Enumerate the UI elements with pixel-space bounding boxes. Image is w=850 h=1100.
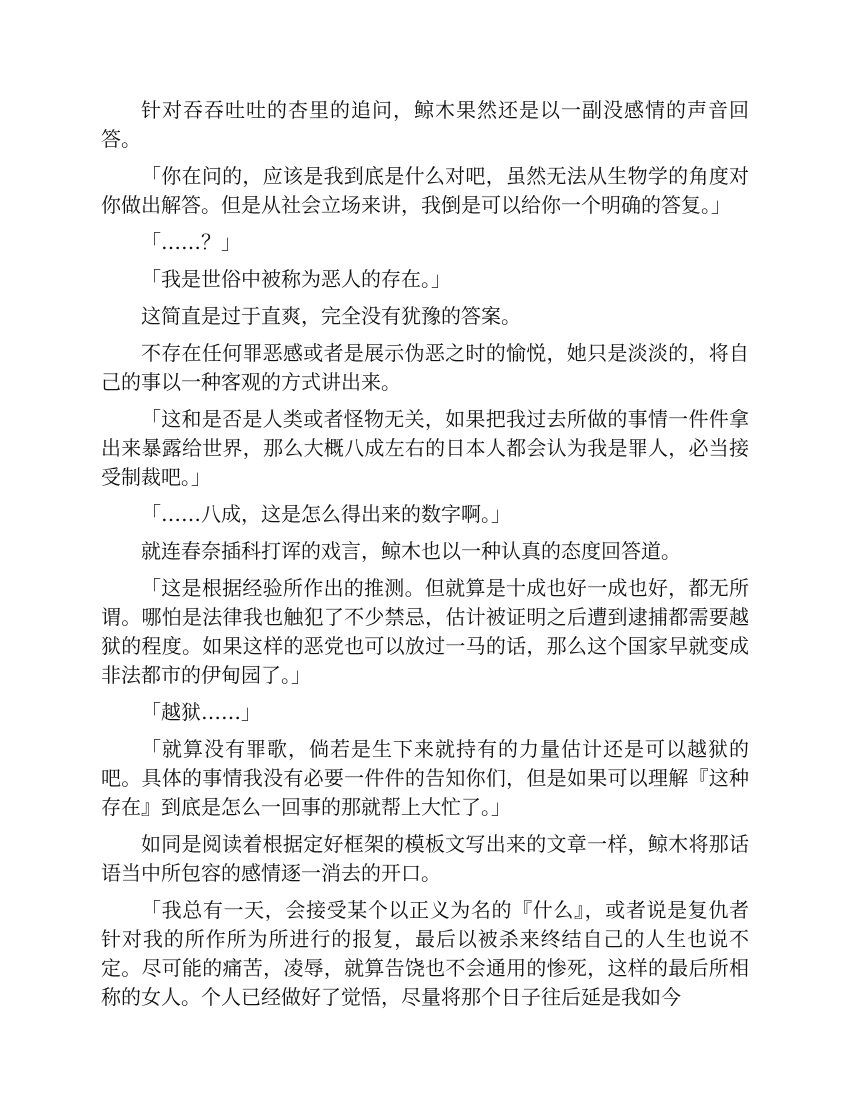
paragraph: 「我是世俗中被称为恶人的存在。」 (141, 267, 451, 291)
paragraph: 针对吞吞吐吐的杏里的追问，鲸木果然还是以一副没感情的声音回答。 (101, 98, 749, 151)
paragraph: 「……八成，这是怎么得出来的数字啊。」 (141, 502, 511, 526)
paragraph: 「我总有一天，会接受某个以正义为名的『什么』，或者说是复仇者针对我的所作所为所进行的报复，最后以被杀来终结自己的人生也说不定。尽可能的痛苦，凌辱，就算告饶也不会通用的惨死，这样的最后所相称的女人。个人已经做好了觉悟，尽量将那个日子往后延是我如今 (101, 898, 749, 1009)
paragraph: 这简直是过于直爽，完全没有犹豫的答案。 (141, 304, 521, 328)
paragraph: 如同是阅读着根据定好框架的模板文写出来的文章一样，鲸木将那话语当中所包容的感情逐一消去的开口。 (101, 832, 749, 885)
paragraph: 就连春奈插科打诨的戏言，鲸木也以一种认真的态度回答道。 (141, 539, 681, 563)
document-page (101, 96, 749, 1020)
paragraph: 「这是根据经验所作出的推测。但就算是十成也好一成也好，都无所谓。哪怕是法律我也触犯了不少禁忌，估计被证明之后遭到逮捕都需要越狱的程度。如果这样的恶党也可以放过一马的话，那么这个国家早就变成非法都市的伊甸园了。」 (101, 576, 749, 687)
paragraph: 「这和是否是人类或者怪物无关，如果把我过去所做的事情一件件拿出来暴露给世界，那么大概八成左右的日本人都会认为我是罪人，必当接受制裁吧。」 (101, 407, 749, 489)
paragraph: 不存在任何罪恶感或者是展示伪恶之时的愉悦，她只是淡淡的，将自己的事以一种客观的方式讲出来。 (101, 341, 749, 394)
paragraph: 「……？」 (141, 230, 241, 254)
paragraph: 「越狱……」 (141, 700, 261, 724)
paragraph: 「就算没有罪歌，倘若是生下来就持有的力量估计还是可以越狱的吧。具体的事情我没有必要一件件的告知你们，但是如果可以理解『这种存在』到底是怎么一回事的那就帮上大忙了。」 (101, 737, 749, 819)
paragraph: 「你在问的，应该是我到底是什么对吧，虽然无法从生物学的角度对你做出解答。但是从社会立场来讲，我倒是可以给你一个明确的答复。」 (101, 164, 749, 217)
